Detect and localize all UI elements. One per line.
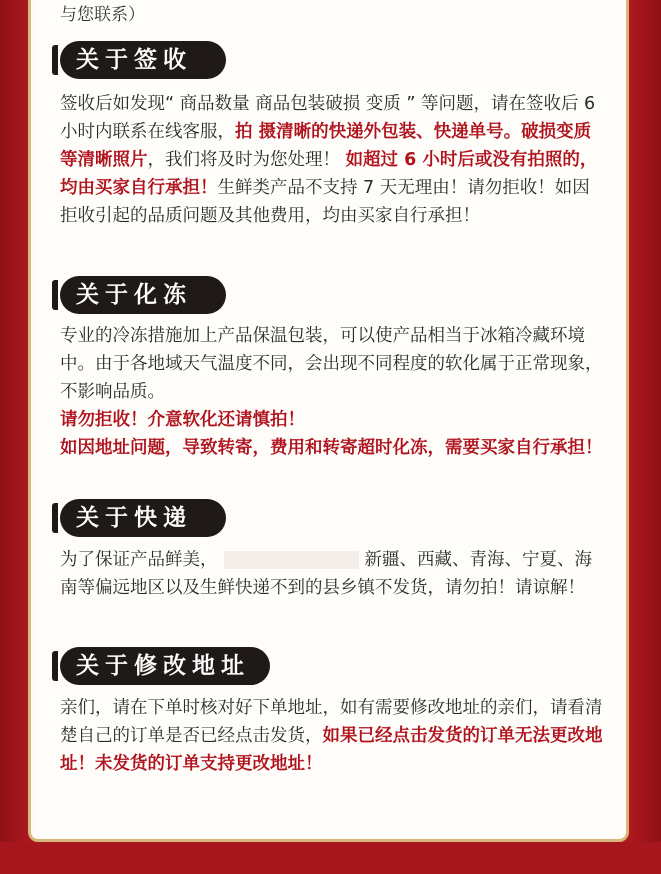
- section-title-delivery: 关于快递: [60, 499, 226, 537]
- section-title-address: 关于修改地址: [60, 647, 270, 685]
- section-body-delivery: [60, 546, 606, 602]
- section-body-signing: [60, 90, 606, 230]
- highlight-segment: 如果已经点击发货的订单无法更改地址！未发货的订单支持更改地址！: [60, 726, 603, 774]
- section-body-address: [60, 694, 606, 778]
- section-title-signing: 关于签收: [60, 41, 226, 79]
- text-segment: 生鲜类产品不支持 7 天无理由！请勿拒收！如因拒收引起的品质问题及其他费用，均由买家自行承担！: [60, 178, 590, 226]
- text-segment: 专业的冷冻措施加上产品保温包装，可以使产品相当于冰箱冷藏环境中。由于各地域天气温度不同，会出现不同程度的软化属于正常现象，不影响品质。: [60, 326, 603, 402]
- highlight-segment: 拍 摄清晰的快递外包装、快递单号。破损变质等清晰照片: [60, 122, 592, 170]
- section-body-thawing: [60, 322, 606, 462]
- highlight-segment: 如超过 6 小时后或没有拍照的， 均由买家自行承担！: [60, 150, 598, 198]
- text-segment: 签收后如发现“ 商品数量 商品包装破损 变质 ” 等问题，请在签收后 6 小时内联系在线客服，: [60, 94, 596, 142]
- text-segment: 新疆、西藏、青海、宁夏、海南等偏远地区以及生鲜快递不到的县乡镇不发货，请勿拍！请谅解！: [60, 550, 592, 598]
- top-partial-text: 与您联系）: [60, 5, 145, 25]
- text-segment: ，我们将及时为您处理！: [147, 150, 346, 170]
- redacted-area: [224, 551, 359, 569]
- highlight-segment: 如因地址问题，导致转寄，费用和转寄超时化冻，需要买家自行承担！: [60, 438, 603, 458]
- text-segment: 为了保证产品鲜美，: [60, 550, 218, 570]
- bottom-border: [0, 842, 661, 874]
- text-segment: 亲们，请在下单时核对好下单地址，如有需要修改地址的亲们，请看清楚自己的订单是否已经点击发货，: [60, 698, 603, 746]
- highlight-segment: 请勿拒收！介意软化还请慎拍！: [60, 410, 305, 430]
- section-title-thawing: 关于化冻: [60, 276, 226, 314]
